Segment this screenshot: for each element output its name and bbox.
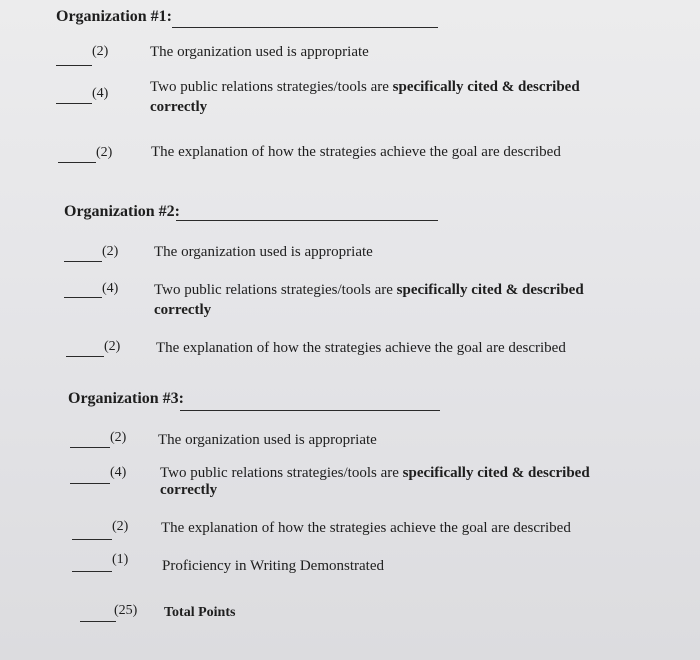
points-value: (2) (112, 519, 129, 534)
organization-1-heading (56, 8, 172, 26)
score-blank[interactable] (56, 103, 92, 104)
organization-2-name-blank[interactable] (176, 220, 438, 221)
score-blank[interactable] (64, 297, 102, 298)
points-value: (4) (92, 86, 109, 101)
points-value: (2) (102, 244, 119, 259)
criterion-text-bold: specifically cited & described (392, 79, 580, 95)
score-blank[interactable] (70, 483, 110, 484)
criterion-text (160, 465, 590, 499)
criterion-text (154, 280, 584, 320)
score-blank[interactable] (72, 539, 112, 540)
organization-number: #2: (158, 203, 180, 220)
score-blank[interactable] (72, 571, 112, 572)
organization-label: Organization (64, 203, 155, 220)
points-value: (2) (104, 339, 121, 354)
total-points-value: (25) (114, 603, 138, 618)
score-blank[interactable] (58, 162, 96, 163)
organization-3-name-blank[interactable] (180, 410, 440, 411)
organization-1-name-blank[interactable] (172, 27, 438, 28)
criterion-text (150, 77, 580, 117)
points-value: (2) (110, 430, 127, 445)
criterion-text-line2: correctly (154, 302, 212, 318)
criterion-text: The explanation of how the strategies achieve the goal are described (151, 144, 561, 160)
criterion-text-plain: Two public relations strategies/tools are (150, 79, 393, 95)
criterion-text: The organization used is appropriate (154, 244, 373, 260)
organization-number: #3: (162, 390, 184, 407)
organization-3-heading (68, 390, 184, 408)
points-value: (4) (102, 281, 119, 296)
score-blank[interactable] (70, 447, 110, 448)
organization-label: Organization (68, 390, 159, 407)
organization-number: #1: (150, 8, 172, 25)
criterion-text: The organization used is appropriate (158, 432, 377, 448)
criterion-text: The organization used is appropriate (150, 44, 369, 60)
score-blank[interactable] (66, 356, 104, 357)
criterion-text: The explanation of how the strategies achieve the goal are described (161, 520, 571, 536)
points-value: (4) (110, 465, 127, 480)
criterion-text-line2: correctly (160, 482, 218, 498)
organization-2-heading (64, 203, 180, 221)
total-score-blank[interactable] (80, 621, 116, 622)
total-points-label: Total Points (164, 605, 236, 620)
organization-label: Organization (56, 8, 147, 25)
criterion-text: Proficiency in Writing Demonstrated (162, 558, 384, 574)
criterion-text-plain: Two public relations strategies/tools are (160, 465, 403, 481)
criterion-text-bold: specifically cited & described (402, 465, 590, 481)
criterion-text: The explanation of how the strategies achieve the goal are described (156, 340, 566, 356)
score-blank[interactable] (64, 261, 102, 262)
criterion-text-line2: correctly (150, 99, 208, 115)
points-value: (2) (96, 145, 113, 160)
points-value: (1) (112, 552, 129, 567)
score-blank[interactable] (56, 65, 92, 66)
points-value: (2) (92, 44, 109, 59)
criterion-text-bold: specifically cited & described (396, 282, 584, 298)
criterion-text-plain: Two public relations strategies/tools are (154, 282, 397, 298)
